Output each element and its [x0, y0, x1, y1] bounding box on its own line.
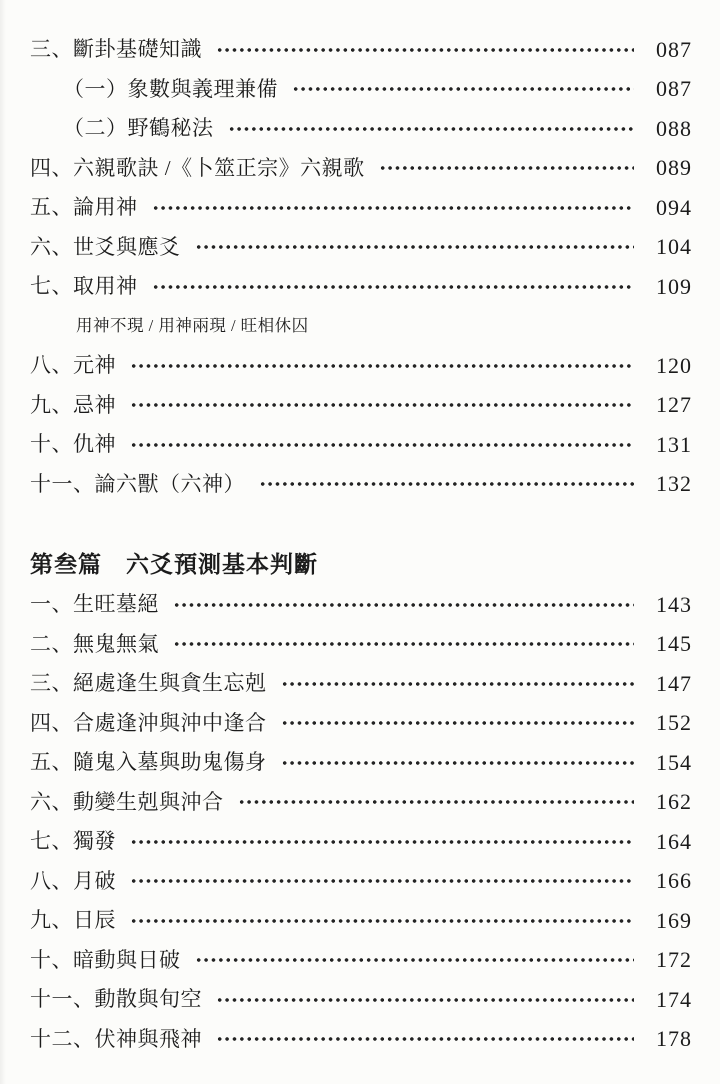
toc-entry-label: 二、無鬼無氣 [30, 631, 159, 656]
toc-entry-label: 九、忌神 [30, 392, 116, 417]
toc-entry-label: 九、日辰 [30, 908, 116, 933]
toc-entry [30, 664, 692, 704]
page-number: 143 [656, 591, 692, 617]
toc-entry-label: 八、月破 [30, 868, 116, 893]
toc-entry-label: 十、仇神 [30, 432, 116, 457]
page-number: 087 [656, 36, 692, 62]
dot-leader [259, 465, 634, 505]
page-number: 172 [656, 947, 692, 973]
dot-leader [130, 901, 634, 941]
toc-entry [30, 783, 692, 823]
toc-entry-label: 五、論用神 [30, 195, 138, 220]
page-number: 178 [656, 1026, 692, 1052]
toc-entry-label: 七、取用神 [30, 274, 138, 299]
toc-entry [30, 228, 692, 268]
toc-entry-label: 五、隨鬼入墓與助鬼傷身 [30, 750, 267, 775]
toc-entry [30, 346, 692, 386]
section-heading: 第叁篇 六爻預測基本判斷 [30, 552, 318, 577]
dot-leader [216, 1020, 634, 1060]
page-number: 169 [656, 907, 692, 933]
dot-leader [152, 188, 635, 228]
toc-entry-label: 用神不現 / 用神兩現 / 旺相休囚 [76, 316, 309, 335]
toc-entry [30, 1020, 692, 1060]
dot-leader [216, 980, 634, 1020]
toc-entry [30, 901, 692, 941]
section-entries [30, 585, 692, 1059]
page-number: 088 [656, 115, 692, 141]
toc-entry-label: 八、元神 [30, 353, 116, 378]
dot-leader [130, 346, 634, 386]
toc-entry [30, 941, 692, 981]
dot-leader [281, 664, 635, 704]
toc-entry [30, 386, 692, 426]
toc-entry-label: 三、斷卦基礎知識 [30, 37, 202, 62]
toc-entry-label: （一）象數與義理兼備 [63, 76, 278, 101]
dot-leader [195, 228, 635, 268]
dot-leader [130, 386, 634, 426]
page-number: 152 [656, 710, 692, 736]
toc-entry-label: 六、動變生剋與沖合 [30, 789, 224, 814]
page-number: 094 [656, 194, 692, 220]
page-number: 147 [656, 670, 692, 696]
dot-leader [173, 625, 634, 665]
dot-leader [173, 585, 634, 625]
page-number: 120 [656, 352, 692, 378]
toc-entry [30, 425, 692, 465]
page-number: 166 [656, 868, 692, 894]
toc-entry [30, 862, 692, 902]
toc-entry-label: （二）野鶴秘法 [63, 116, 214, 141]
toc-entry-label: 四、合處逢沖與沖中逢合 [30, 710, 267, 735]
toc-entry-label: 六、世爻與應爻 [30, 234, 181, 259]
toc-entry [30, 267, 692, 307]
page-number: 164 [656, 828, 692, 854]
page-number: 109 [656, 273, 692, 299]
toc-section [30, 30, 692, 504]
toc-entry [30, 980, 692, 1020]
toc-entry [30, 70, 692, 110]
page-number: 174 [656, 986, 692, 1012]
toc-entry [30, 704, 692, 744]
toc-entry-label: 四、六親歌訣 /《卜筮正宗》六親歌 [30, 155, 365, 180]
toc-entry [30, 822, 692, 862]
section-entries [30, 30, 692, 504]
page-number: 154 [656, 749, 692, 775]
dot-leader [195, 941, 635, 981]
toc-entry [30, 109, 692, 149]
toc-entry-label: 七、獨發 [30, 829, 116, 854]
page-number: 087 [656, 76, 692, 102]
dot-leader [379, 149, 634, 189]
page-number: 145 [656, 631, 692, 657]
toc-entry [30, 188, 692, 228]
toc-entry-label: 十一、動散與旬空 [30, 987, 202, 1012]
page-number: 132 [656, 471, 692, 497]
toc-entry-label: 十一、論六獸（六神） [30, 471, 245, 496]
dot-leader [292, 70, 634, 110]
toc-entry [30, 585, 692, 625]
toc-section [30, 545, 692, 1059]
dot-leader [281, 743, 635, 783]
dot-leader [130, 862, 634, 902]
page-number: 089 [656, 155, 692, 181]
toc-entry [30, 307, 692, 347]
toc-entry-label: 一、生旺墓絕 [30, 592, 159, 617]
toc-entry [30, 743, 692, 783]
toc-entry-label: 三、絕處逢生與貪生忘剋 [30, 671, 267, 696]
toc-entry [30, 625, 692, 665]
toc-entry [30, 30, 692, 70]
page-number: 131 [656, 431, 692, 457]
dot-leader [130, 425, 634, 465]
page-number: 104 [656, 234, 692, 260]
dot-leader [152, 267, 635, 307]
page-number: 162 [656, 789, 692, 815]
dot-leader [228, 109, 635, 149]
toc-entry [30, 465, 692, 505]
toc-entry-label: 十、暗動與日破 [30, 947, 181, 972]
toc-entry [30, 149, 692, 189]
toc-entry-label: 十二、伏神與飛神 [30, 1026, 202, 1051]
dot-leader [130, 822, 634, 862]
dot-leader [238, 783, 635, 823]
dot-leader [216, 30, 634, 70]
dot-leader [281, 704, 635, 744]
page-number: 127 [656, 392, 692, 418]
